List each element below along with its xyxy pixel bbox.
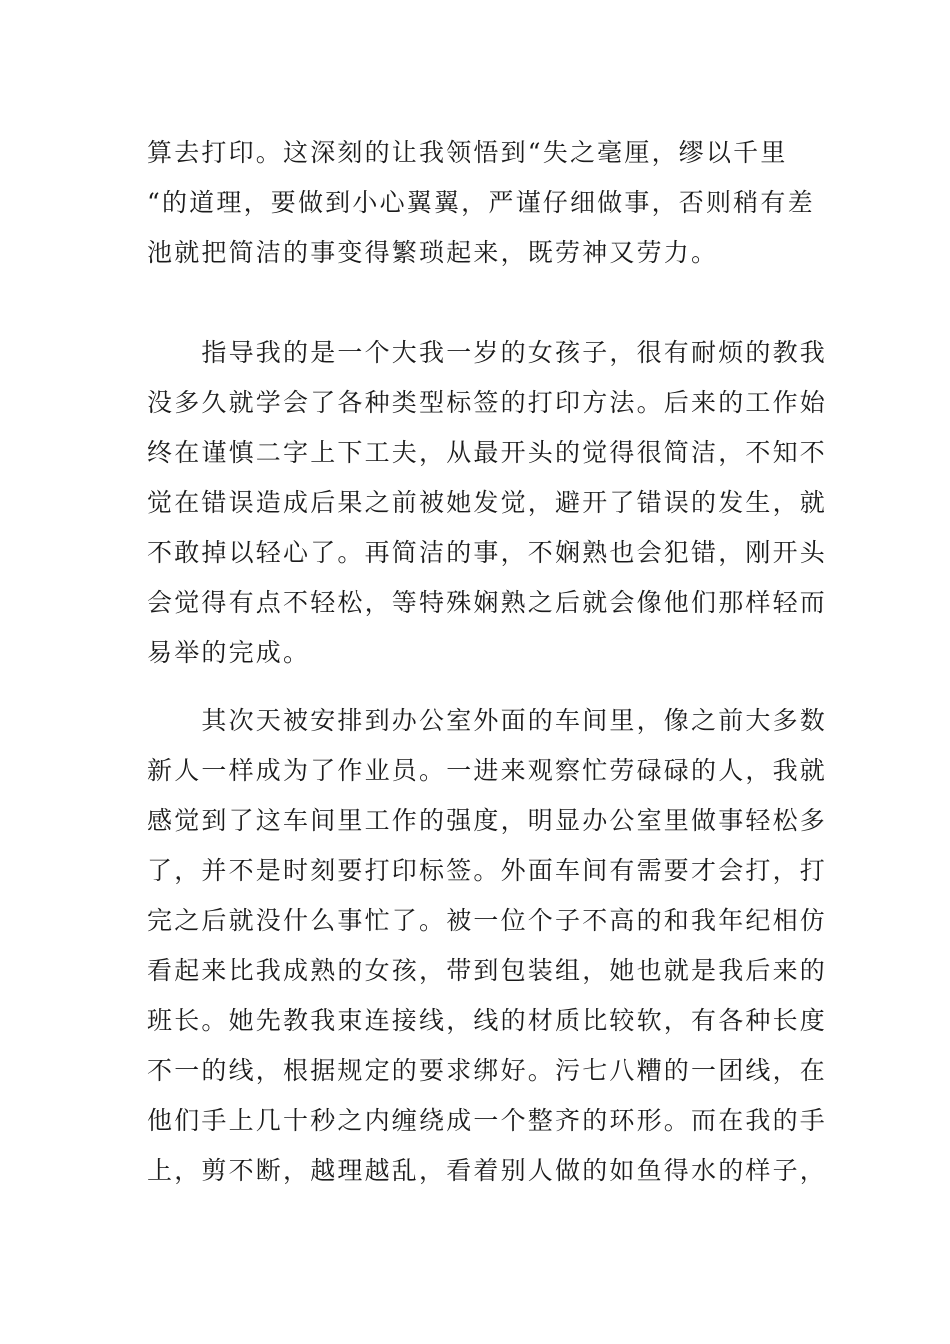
text-line: 算去打印。这深刻的让我领悟到“失之毫厘，缪以千里 [147,138,788,167]
text-line: 指导我的是一个大我一岁的女孩子，很有耐烦的教我 [147,338,828,367]
text-line: 上，剪不断，越理越乱，看着别人做的如鱼得水的样子， [147,1156,828,1185]
paragraph-1 [147,128,815,278]
text-line: 不一的线，根据规定的要求绑好。污七八糟的一团线，在 [147,1056,828,1085]
text-line: 其次天被安排到办公室外面的车间里，像之前大多数 [147,706,828,735]
text-line: 完之后就没什么事忙了。被一位个子不高的和我年纪相仿 [147,906,828,935]
text-line: 易举的完成。 [147,638,311,667]
text-line: 感觉到了这车间里工作的强度，明显办公室里做事轻松多 [147,806,828,835]
text-line: 会觉得有点不轻松，等特殊娴熟之后就会像他们那样轻而 [147,588,828,617]
text-line: “的道理，要做到小心翼翼，严谨仔细做事，否则稍有差 [147,188,815,217]
paragraph-3 [147,696,828,1196]
text-line: 觉在错误造成后果之前被她发觉，避开了错误的发生，就 [147,488,828,517]
text-line: 终在谨慎二字上下工夫，从最开头的觉得很简洁，不知不 [147,438,828,467]
text-line: 新人一样成为了作业员。一进来观察忙劳碌碌的人，我就 [147,756,828,785]
text-line: 没多久就学会了各种类型标签的打印方法。后来的工作始 [147,388,828,417]
text-line: 池就把简洁的事变得繁琐起来，既劳神又劳力。 [147,238,719,267]
text-line: 不敢掉以轻心了。再简洁的事，不娴熟也会犯错，刚开头 [147,538,828,567]
paragraph-2 [147,328,828,678]
text-line: 看起来比我成熟的女孩，带到包装组，她也就是我后来的 [147,956,828,985]
text-line: 他们手上几十秒之内缠绕成一个整齐的环形。而在我的手 [147,1106,828,1135]
text-line: 班长。她先教我束连接线，线的材质比较软，有各种长度 [147,1006,828,1035]
text-line: 了，并不是时刻要打印标签。外面车间有需要才会打，打 [147,856,828,885]
